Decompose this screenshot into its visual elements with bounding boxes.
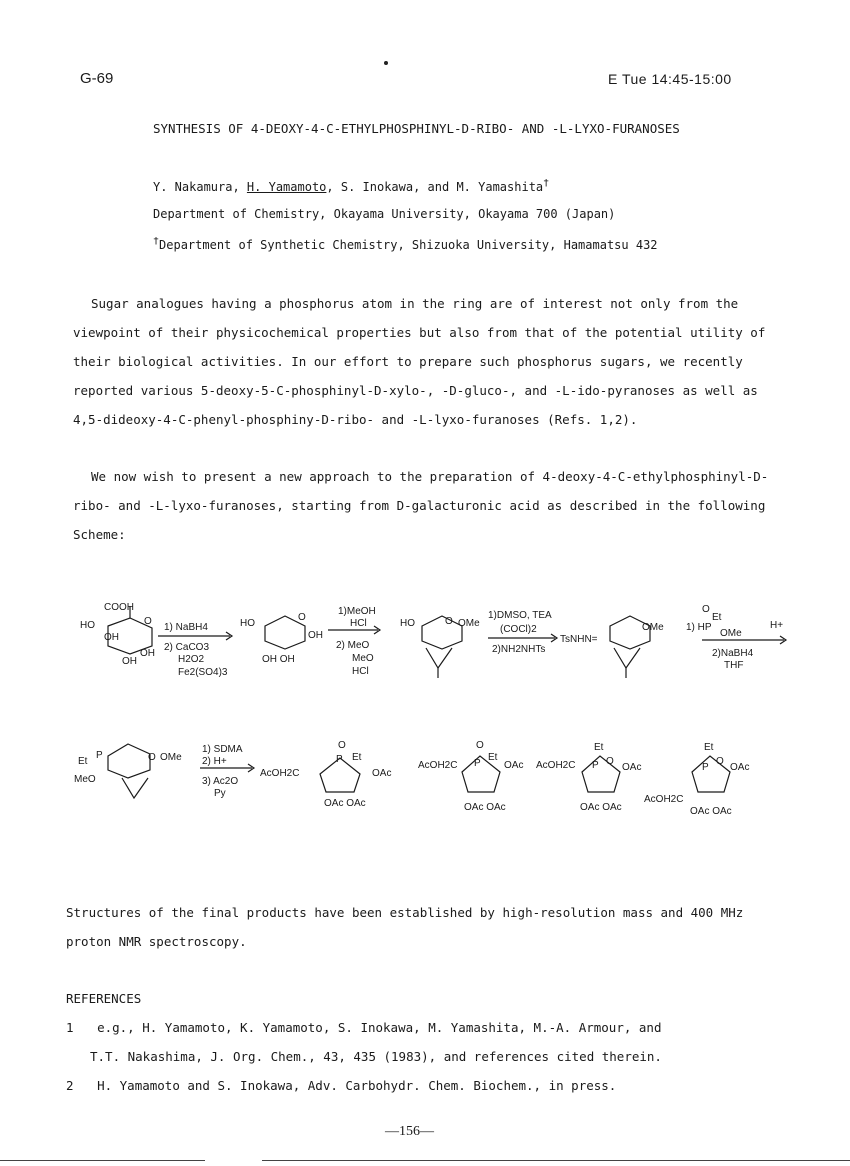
p2-bottom: OAc OAc (464, 802, 506, 813)
p4-et: Et (704, 742, 714, 753)
r1-d: Fe2(SO4)3 (178, 667, 228, 678)
r4-g: THF (724, 660, 744, 671)
p1-oac: OAc (372, 768, 392, 779)
r2-a: 1)MeOH (338, 606, 376, 617)
reference-2-text: H. Yamamoto and S. Inokawa, Adv. Carbohydr. Chem. Biochem., in press. (97, 1078, 617, 1093)
r5-d: Py (214, 788, 226, 799)
r4-d: OMe (720, 628, 742, 639)
p3-bottom: OAc OAc (580, 802, 622, 813)
ring-5 (108, 744, 150, 778)
p3-p: P (592, 760, 599, 771)
footer-rule-right (262, 1160, 850, 1161)
r2-e: HCl (352, 666, 369, 677)
p3-o: O (606, 756, 614, 767)
r1-a: 1) NaBH4 (164, 622, 208, 633)
authors-after: , S. Inokawa, and M. Yamashita (326, 180, 544, 194)
p2-p: P (474, 758, 481, 769)
reference-1 (66, 1013, 786, 1042)
s3-ho: HO (400, 618, 415, 629)
paragraph-2: We now wish to present a new approach to the preparation of 4-deoxy-4-C-ethylphosphinyl-D-ribo- and -L-lyxo-furanoses, starting from D-galacturonic acid as described in the following Scheme: (73, 469, 769, 542)
r3-c: 2)NH2NHTs (492, 644, 546, 655)
p1-p: P (336, 754, 343, 765)
reference-1-line-2: T.T. Nakashima, J. Org. Chem., 43, 435 (1983), and references cited therein. (90, 1049, 662, 1064)
author-line (153, 178, 549, 194)
p2-o: O (476, 740, 484, 751)
s5-p: P (96, 750, 103, 761)
page-number: —156— (385, 1124, 434, 1139)
p4-oac: OAc (730, 762, 750, 773)
p3-et: Et (594, 742, 604, 753)
affiliation-1: Department of Chemistry, Okayama University, Okayama 700 (Japan) (153, 207, 616, 221)
reaction-scheme (60, 596, 800, 836)
p3-oac: OAc (622, 762, 642, 773)
scan-mark (384, 61, 388, 65)
r1-c: H2O2 (178, 654, 205, 665)
r5-c: 3) Ac2O (202, 776, 239, 787)
r4-c: Et (712, 612, 722, 623)
r4-f: 2)NaBH4 (712, 648, 754, 659)
s3-ome: OMe (458, 618, 480, 629)
r5-a: 1) SDMA (202, 744, 243, 755)
p2-et: Et (488, 752, 498, 763)
s1-ho: HO (80, 620, 95, 631)
s1-oh3: OH (122, 656, 137, 667)
s2-oh: OH (308, 630, 323, 641)
affiliation-2: Department of Synthetic Chemistry, Shizuoka University, Hamamatsu 432 (159, 238, 658, 252)
paragraph-1: Sugar analogues having a phosphorus atom in the ring are of interest not only from the viewpoint of their physicochemical properties but also from that of the potential utility of their biological activities. In our effort to prepare such phosphorus sugars, we recently reported various 5-deoxy-5-C-phosphinyl-D-xylo-, -D-gluco-, and -L-ido-pyranoses as well as 4,5-dideoxy-4-C-phenyl-phosphiny-D-ribo- and -L-lyxo-furanoses (Refs. 1,2). (73, 296, 766, 427)
p4-o: O (716, 756, 724, 767)
s4-ome: OMe (642, 622, 664, 633)
p1-et: Et (352, 752, 362, 763)
s5-et: Et (78, 756, 88, 767)
r4-a: O (702, 604, 710, 615)
paragraph-3: Structures of the final products have been established by high-resolution mass and 400 MHz proton NMR spectroscopy. (66, 905, 744, 949)
s1-cooh: COOH (104, 602, 134, 613)
p2-ch2: AcOH2C (418, 760, 458, 771)
p4-p: P (702, 762, 709, 773)
p3-ch2: AcOH2C (536, 760, 576, 771)
session-time: E Tue 14:45-15:00 (608, 71, 732, 87)
footer-rule-left (0, 1160, 205, 1161)
s2-oh2: OH OH (262, 654, 295, 665)
p4-bottom: OAc OAc (690, 806, 732, 817)
reference-2-number: 2 (66, 1078, 74, 1093)
r5-b: 2) H+ (202, 756, 227, 767)
s1-oh1: OH (104, 632, 119, 643)
s3-o: O (445, 616, 453, 627)
ring-p3 (582, 756, 620, 792)
p1-bottom: OAc OAc (324, 798, 366, 809)
dagger-mark: † (543, 178, 550, 189)
s4-ts: TsNHN= (560, 634, 598, 645)
s2-ho: HO (240, 618, 255, 629)
r2-d: MeO (352, 653, 374, 664)
r1-b: 2) CaCO3 (164, 642, 210, 653)
authors-before: Y. Nakamura, (153, 180, 247, 194)
presenting-author: H. Yamamoto (246, 180, 327, 194)
r2-c: 2) MeO (336, 640, 370, 651)
r3-a: 1)DMSO, TEA (488, 610, 552, 621)
paper-title: SYNTHESIS OF 4-DEOXY-4-C-ETHYLPHOSPHINYL-D-RIBO- AND -L-LYXO-FURANOSES (153, 121, 680, 136)
s5-meo: MeO (74, 774, 96, 785)
reference-1-number: 1 (66, 1020, 74, 1035)
r4-e: H+ (770, 620, 784, 631)
affiliation-dagger: † (153, 236, 160, 247)
s5-ome: OMe (160, 752, 182, 763)
reference-2 (66, 1071, 786, 1100)
s5-o: O (148, 752, 156, 763)
affiliation-2-line (153, 236, 658, 252)
s1-o: O (144, 616, 152, 627)
references-heading: REFERENCES (66, 991, 142, 1006)
s1-oh2: OH (140, 648, 155, 659)
p2-oac: OAc (504, 760, 524, 771)
ring-p4 (692, 756, 730, 792)
r3-b: (COCl)2 (500, 624, 537, 635)
r4-b: 1) HP (686, 622, 712, 633)
p1-ch2: AcOH2C (260, 768, 300, 779)
r2-b: HCl (350, 618, 367, 629)
ring-3 (422, 616, 462, 649)
abstract-code: G-69 (80, 70, 114, 87)
reference-1-line-1: e.g., H. Yamamoto, K. Yamamoto, S. Inokawa, M. Yamashita, M.-A. Armour, and (97, 1020, 662, 1035)
p1-o: O (338, 740, 346, 751)
p4-ch2: AcOH2C (644, 794, 684, 805)
s2-o: O (298, 612, 306, 623)
